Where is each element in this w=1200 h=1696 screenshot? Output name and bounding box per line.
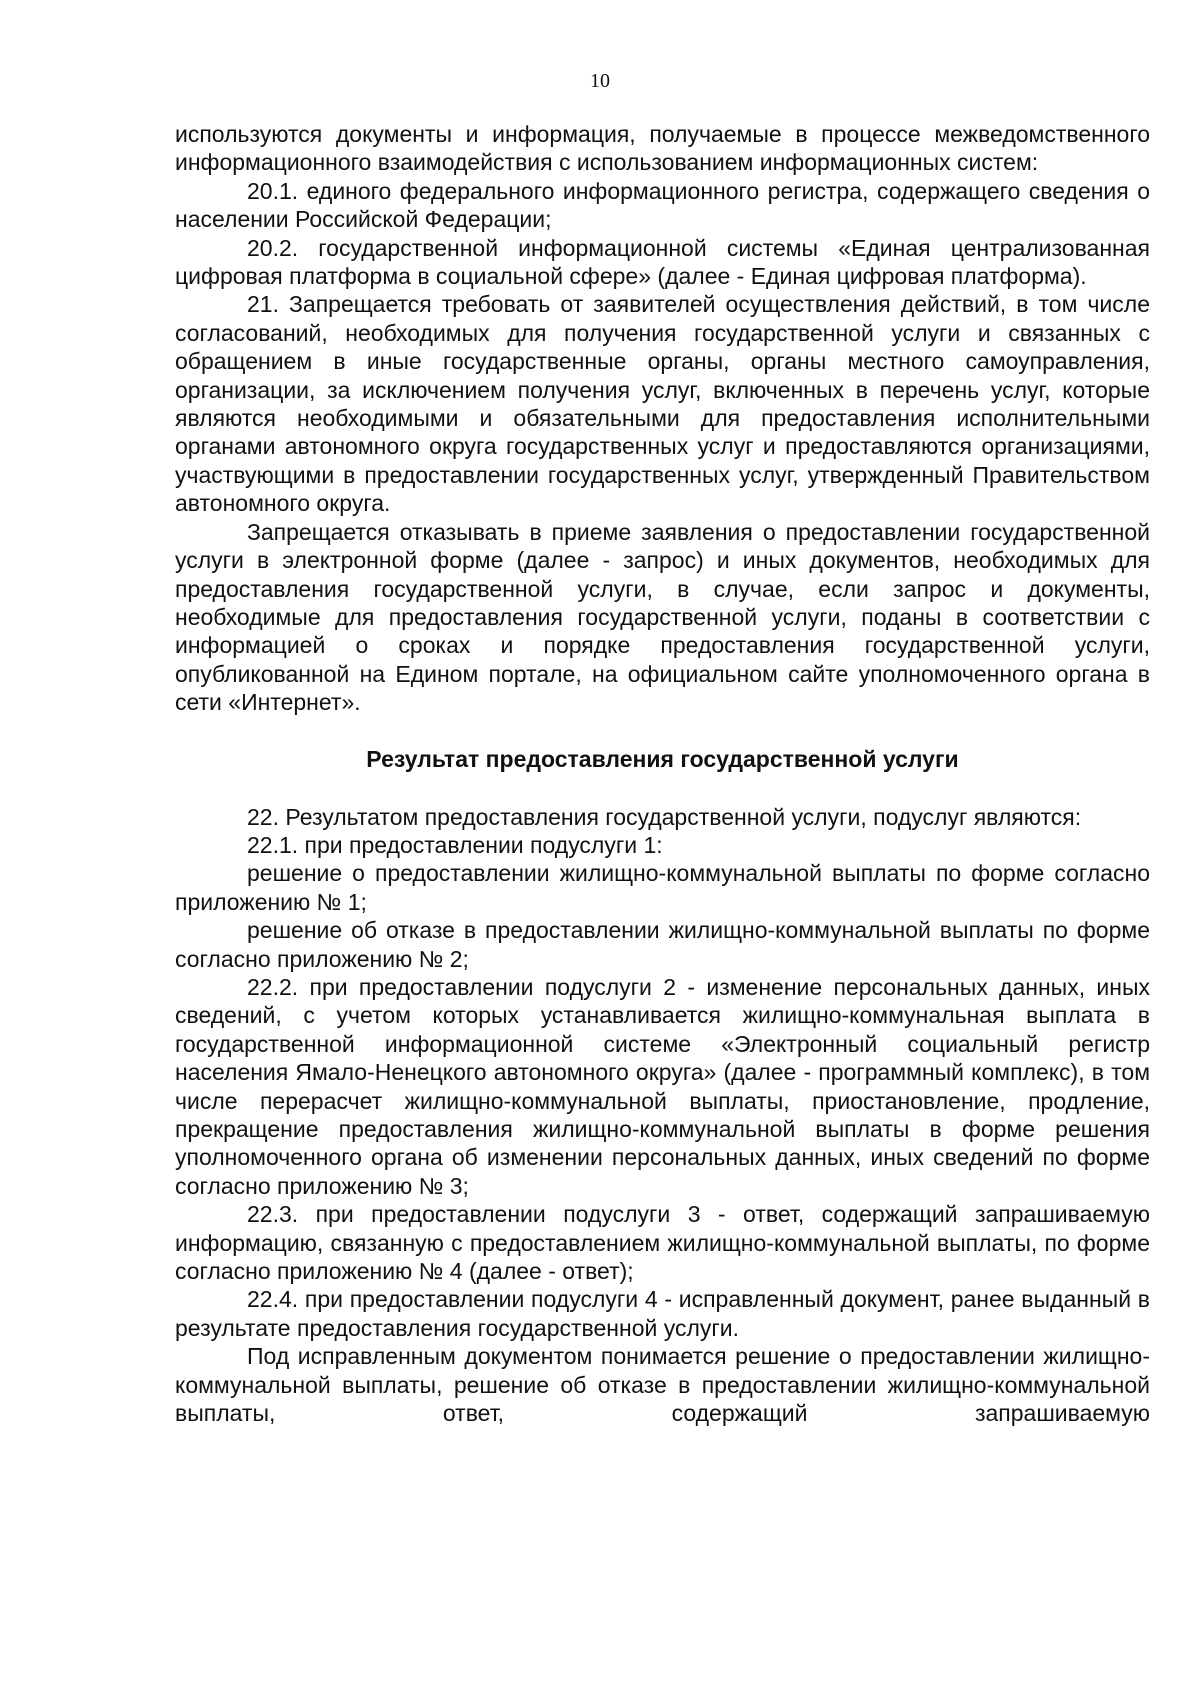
page-number: 10 xyxy=(590,70,610,92)
paragraph-22: 22. Результатом предоставления государственной услуги, подуслуг являются: xyxy=(247,803,1082,830)
section-heading: Результат предоставления государственной услуги xyxy=(366,745,959,772)
paragraph-22-3: 22.3. при предоставлении подуслуги 3 - ответ, содержащий запрашиваемую информацию, связанную с предоставлением жилищно-коммунальной выплаты, по форме согласно приложению № 4 (далее - ответ); xyxy=(175,1201,1150,1285)
paragraph-22-1: 22.1. при предоставлении подуслуги 1: xyxy=(247,831,663,858)
paragraph-20-1: 20.1. единого федерального информационного регистра, содержащего сведения о населении Российской Федерации; xyxy=(175,177,1150,233)
paragraph-corrected-document: Под исправленным документом понимается решение о предоставлении жилищно-коммунальной выплаты, решение об отказе в предоставлении жилищно-коммунальной выплаты, ответ, содержащий запрашиваемую xyxy=(175,1343,1150,1427)
paragraph-20-2: 20.2. государственной информационной системы «Единая централизованная цифровая платформа в социальной сфере» (далее - Единая цифровая платформа). xyxy=(175,234,1150,290)
paragraph-22-2: 22.2. при предоставлении подуслуги 2 - изменение персональных данных, иных сведений, с учетом которых устанавливается жилищно-коммунальная выплата в государственной информационной системе «Электронный социальный регистр населения Ямало-Ненецкого автономного округа» (далее - программный комплекс), в том числе перерасчет жилищно-коммунальной выплаты, приостановление, продление, прекращение предоставления жилищно-коммунальной выплаты в форме решения уполномоченного органа об изменении персональных данных, иных сведений по форме согласно приложению № 3; xyxy=(175,973,1150,1199)
document-body xyxy=(175,120,1150,1427)
paragraph-22-1-decision-grant: решение о предоставлении жилищно-коммунальной выплаты по форме согласно приложению № 1; xyxy=(175,860,1150,915)
paragraph-intro-continuation: используются документы и информация, получаемые в процессе межведомственного информационного взаимодействия с использованием информационных систем: xyxy=(175,121,1150,176)
paragraph-21: 21. Запрещается требовать от заявителей осуществления действий, в том числе согласований, необходимых для получения государственной услуги и связанных с обращением в иные государственные органы, органы местного самоуправления, организации, за исключением получения услуг, включенных в перечень услуг, которые являются необходимыми и обязательными для предоставления исполнительными органами автономного округа государственных услуг и предоставляются организациями, участвующими в предоставлении государственных услуг, утвержденный Правительством автономного округа. xyxy=(175,291,1150,517)
paragraph-21-refusal: Запрещается отказывать в приеме заявления о предоставлении государственной услуги в электронной форме (далее - запрос) и иных документов, необходимых для предоставления государственной услуги, в случае, если запрос и документы, необходимые для предоставления государственной услуги, поданы в соответствии с информацией о сроках и порядке предоставления государственной услуги, опубликованной на Едином портале, на официальном сайте уполномоченного органа в сети «Интернет». xyxy=(175,518,1150,716)
paragraph-22-4: 22.4. при предоставлении подуслуги 4 - исправленный документ, ранее выданный в результате предоставления государственной услуги. xyxy=(175,1286,1150,1341)
paragraph-22-1-decision-refusal: решение об отказе в предоставлении жилищно-коммунальной выплаты по форме согласно приложению № 2; xyxy=(175,917,1150,972)
